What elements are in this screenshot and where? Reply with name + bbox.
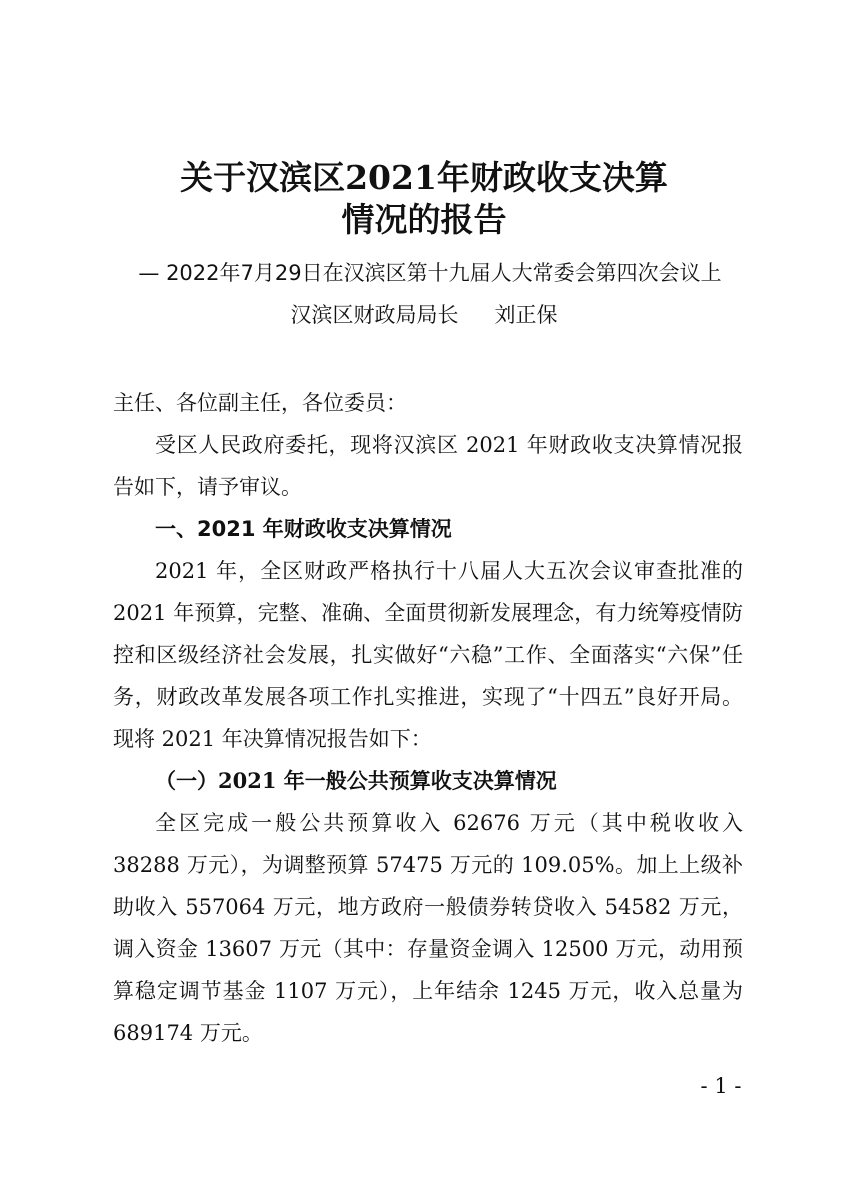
- salutation: 主任、各位副主任，各位委员：: [113, 391, 407, 415]
- document-title-line2: 情况的报告: [341, 200, 507, 239]
- page-number: - 1 -: [700, 1074, 742, 1098]
- paragraph-intro: 受区人民政府委托，现将汉滨区 2021 年财政收支决算情况报告如下，请予审议。: [113, 433, 743, 499]
- speaker-line: [0, 300, 848, 330]
- speaker-position: 汉滨区财政局局长: [290, 303, 459, 327]
- section-heading-1: 一、2021 年财政收支决算情况: [155, 517, 452, 541]
- section-heading-1-1: （一）2021 年一般公共预算收支决算情况: [155, 768, 557, 793]
- speaker-name: 刘正保: [494, 303, 558, 327]
- paragraph-revenue: 全区完成一般公共预算收入 62676 万元（其中税收收入 38288 万元），为调整预算 57475 万元的 109.05%。加上上级补助收入 557064 万元，地方政府一般债券转贷收入 54582 万元，调入资金 13607 万元（其中：存量资金调入 12500 万元，动用预算稳定调节基金 1107 万元），上年结余 1245 万元，收入总量为 689174 万元。: [113, 811, 743, 1045]
- meeting-subtitle: — 2022年7月29日在汉滨区第十九届人大常委会第四次会议上: [138, 261, 722, 285]
- document-title-line1: 关于汉滨区2021年财政收支决算: [180, 158, 668, 197]
- paragraph-overview: 2021 年，全区财政严格执行十八届人大五次会议审查批准的 2021 年预算，完整、准确、全面贯彻新发展理念，有力统筹疫情防控和区级经济社会发展，扎实做好“六稳”工作、全面落实“六保”任务，财政改革发展各项工作扎实推进，实现了“十四五”良好开局。现将 2021 年决算情况报告如下：: [113, 559, 743, 751]
- document-body: [113, 382, 743, 1054]
